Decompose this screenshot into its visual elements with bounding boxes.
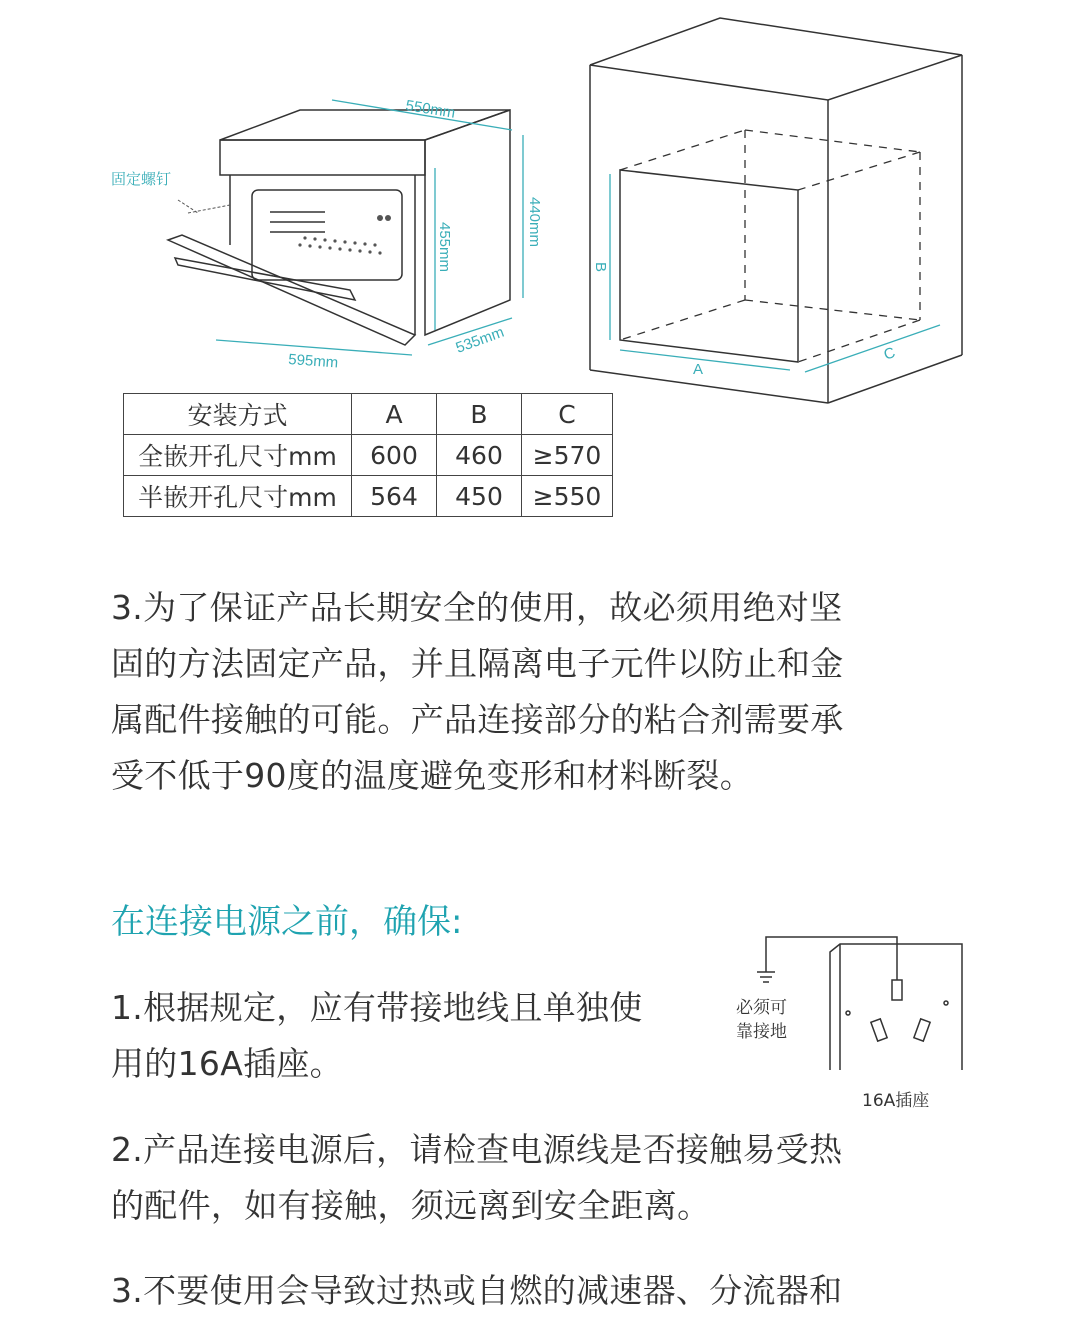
ground-note-line2: 靠接地 [736,1022,787,1042]
width-front-label: 595mm [287,351,339,372]
power-item-2 [111,1122,842,1234]
ground-note-line1: 必须可 [736,998,787,1018]
height-body-label: 455mm [436,222,453,273]
table-cell: 600 [352,435,437,476]
table-cell: 564 [352,476,437,517]
paragraph-line: 受不低于90度的温度避免变形和材料断裂。 [111,756,753,795]
cabinet-cutout-diagram [580,10,970,410]
table-header-cell: A [352,394,437,435]
depth-label: 535mm [453,323,507,357]
table-cell: 全嵌开孔尺寸mm [124,435,352,476]
cabinet-label-b: B [592,262,609,273]
table-cell: 450 [437,476,522,517]
table-cell: ≥550 [522,476,613,517]
table-header-cell: B [437,394,522,435]
cabinet-label-c: C [881,344,898,364]
table-cell: ≥570 [522,435,613,476]
power-item-1 [111,980,643,1092]
paragraph-line: 用的16A插座。 [111,1044,343,1083]
paragraph-line: 3.不要使用会导致过热或自燃的减速器、分流器和 [111,1271,843,1310]
table-cell: 460 [437,435,522,476]
height-total-label: 440mm [526,197,543,248]
installation-note-paragraph [111,580,844,804]
cabinet-label-a: A [693,361,704,378]
paragraph-line: 1.根据规定，应有带接地线且单独使 [111,988,643,1027]
table-header-cell: 安装方式 [124,394,352,435]
paragraph-line: 属配件接触的可能。产品连接部分的粘合剂需要承 [111,700,844,739]
paragraph-line: 固的方法固定产品，并且隔离电子元件以防止和金 [111,644,844,683]
oven-dimension-diagram [100,80,560,380]
paragraph-line: 的配件，如有接触，须远离到安全距离。 [111,1186,711,1225]
cutout-size-table [123,393,613,517]
section-heading: 在连接电源之前，确保: [111,902,463,942]
table-row [124,435,613,476]
width-top-label: 550mm [404,97,457,122]
socket-caption: 16A插座 [862,1091,930,1111]
table-cell: 半嵌开孔尺寸mm [124,476,352,517]
paragraph-line: 2.产品连接电源后，请检查电源线是否接触易受热 [111,1130,843,1169]
power-item-3 [111,1263,842,1319]
table-row [124,476,613,517]
paragraph-line: 3.为了保证产品长期安全的使用，故必须用绝对坚 [111,588,843,627]
table-header-row [124,394,613,435]
fixing-screw-label: 固定螺钉 [111,171,172,188]
table-header-cell: C [522,394,613,435]
